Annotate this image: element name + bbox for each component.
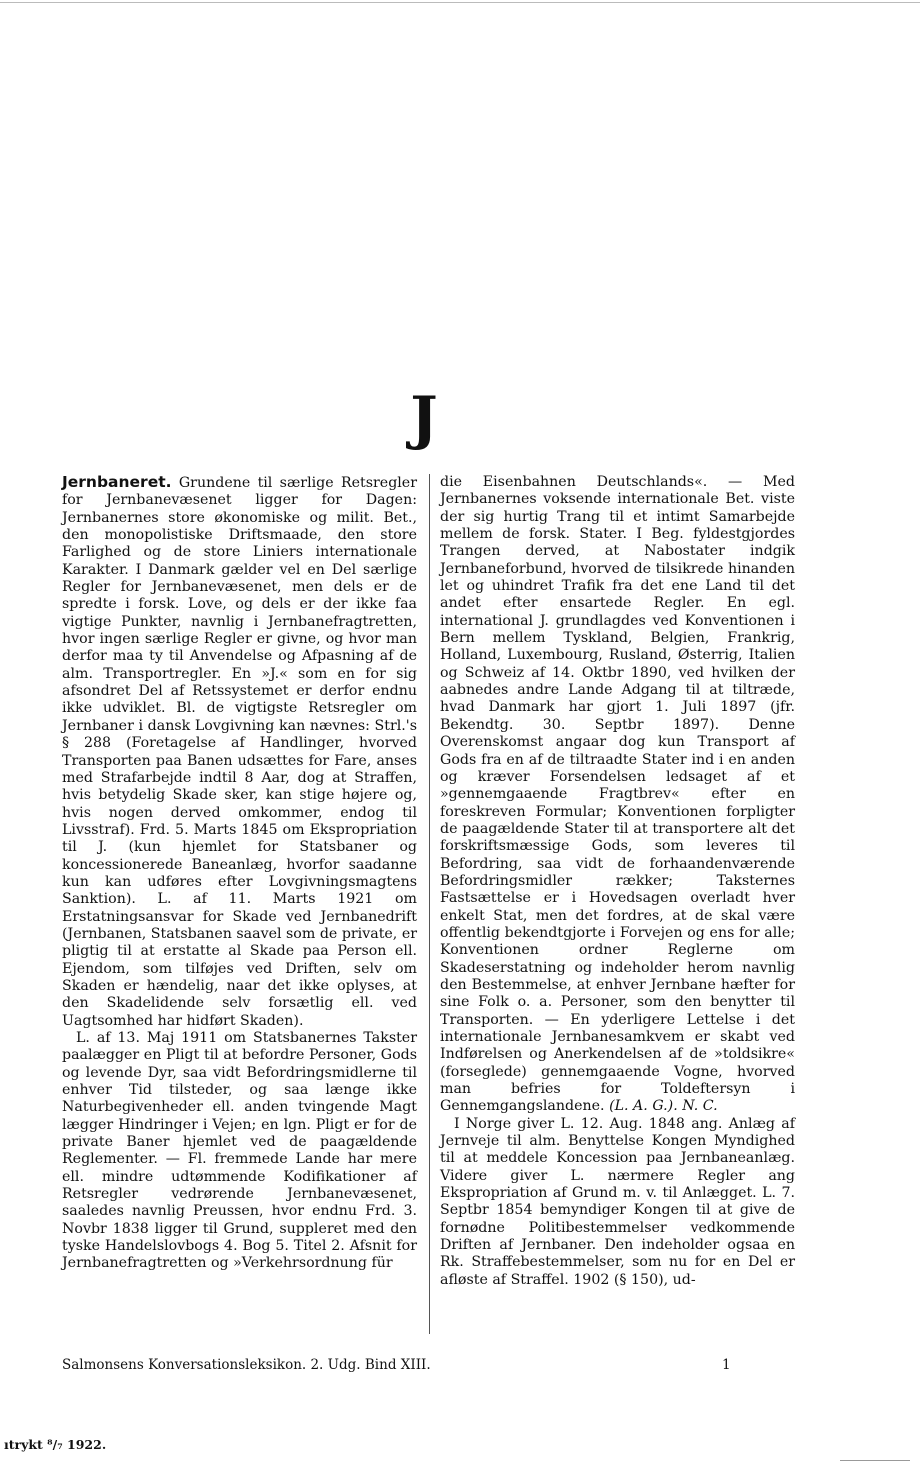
left-column <box>62 474 417 1273</box>
paragraph-text: L. af 13. Maj 1911 om Statsbanernes Takster paalægger en Pligt til at befordre Personer, Gods og levende Dyr, saa vidt Befordringsmidlerne til enhver Tid tilsteder, og saa længe ikke Naturbegivenheder ell. anden tvingende Magt lægger Hindringer i Vejen; en lgn. Pligt er for de private Baner hjemlet ved de paagældende Reglementer. — Fl. fremmede Lande har mere ell. mindre udtømmende Kodifikationer af Retsregler vedrørende Jernbanevæsenet, saaledes navnlig Preussen, hvor endnu Frd. 3. Novbr 1838 ligger til Grund, suppleret med den tyske Handelslovbogs 4. Bog 5. Titel 2. Afsnit for Jernbanefragtretten og »Verkehrsordnung für <box>62 1030 417 1272</box>
article-paragraph-2 <box>62 1030 417 1273</box>
article-paragraph-1 <box>62 474 417 1030</box>
print-date-note: ıtrykt ⁸/₇ 1922. <box>4 1437 107 1452</box>
paragraph-text: Grundene til særlige Retsregler for Jernbanevæsenet ligger for Dagen: Jernbanernes store økonomiske og milit. Bet., den monopolistiske Driftsmaade, den store Farlighed og de store Liniers internationale Karakter. I Danmark gælder vel en Del særlige Regler for Jernbanevæsenet, men dels er de spredte i forsk. Love, og dels er der ikke faa vigtige Punkter, navnlig i Jernbanefragtretten, hvor ingen særlige Regler er givne, og hvor man derfor maa ty til Anvendelse og Afpasning af de alm. Transportregler. En »J.« som en for sig afsondret Del af Retssystemet er derfor endnu ikke udviklet. Bl. de vigtigste Retsregler om Jernbaner i dansk Lovgivning kan nævnes: Strl.'s § 288 (Foretagelse af Handlinger, hvorved Transporten paa Banen udsættes for Fare, anses med Strafarbejde indtil 8 Aar, dog at Straffen, hvis betydelig Skade sker, kan stige højere og, hvis nogen derved omkommer, endog til Livsstraf). Frd. 5. Marts 1845 om Ekspropriation til J. (kun hjemlet for Statsbaner og koncessionerede Baneanlæg, hvorfor saadanne kun kan udføres efter Lovgivningsmagtens Sanktion). L. af 11. Marts 1921 om Erstatningsansvar for Skade ved Jernbanedrift (Jernbanen, Statsbanen saavel som de private, er pligtig til at erstatte al Skade paa Person ell. Ejendom, som tilføjes ved Driften, selv om Skaden er hændelig, naar det ikke oplyses, at den Skadelidende selv forsætlig ell. ved Uagtsomhed har hidført Skaden). <box>62 475 417 1029</box>
article-paragraph-3 <box>440 474 795 1116</box>
paragraph-text: I Norge giver L. 12. Aug. 1848 ang. Anlæg af Jernveje til alm. Benyttelse Kongen Myndighed til at meddele Koncession paa Jernbaneanlæg. Videre giver L. nærmere Regler ang Ekspropriation af Grund m. v. til Anlægget. L. 7. Septbr 1854 bemyndiger Kongen til at give de fornødne Politibestemmelser vedkommende Driften af Jernbaner. Den indeholder ogsaa en Rk. Straffebestemmelser, som nu for en Del er afløste af Straffel. 1902 (§ 150), ud- <box>440 1115 795 1288</box>
paragraph-text: die Eisenbahnen Deutschlands«. — Med Jernbanernes voksende internationale Bet. viste der sig hurtig Trang til et intimt Samarbejde mellem de forsk. Stater. I Beg. fyldestgjordes Trangen derved, at Nabostater indgik Jernbaneforbund, hvorved de tilsikrede hinanden let og uhindret Trafik fra det ene Land til det andet efter ensartede Regler. En egl. international J. grundlagdes ved Konventionen i Bern mellem Tyskland, Belgien, Frankrig, Holland, Luxembourg, Rusland, Østerrig, Italien og Schweiz af 14. Oktbr 1890, ved hvilken der aabnedes andre Lande Adgang til at tiltræde, hvad Danmark har gjort 1. Juli 1897 (jfr. Bekendtg. 30. Septbr 1897). Denne Overenskomst angaar dog kun Transport af Gods fra en af de tiltraadte Stater ind i en anden og kræver Forsendelsen ledsaget af et »gennemgaaende Fragtbrev« efter en foreskreven Formular; Konventionen forpligter de paagældende Stater til at transportere alt det forskriftsmæssige Gods, som leveres til Befordring, saa vidt de forhaandenværende Befordringsmidler rækker; Taksternes Fastsættelse er i Hovedsagen overladt hver enkelt Stat, men det fordres, at de skal være offentlig bekendtgjorte i Forvejen og ens for alle; Konventionen ordner Reglerne om Skadeserstatning og indeholder herom navnlig den Bestemmelse, at enhver Jernbane hæfter for sine Folk o. a. Personer, som den benytter til Transporten. — En yderligere Lettelse i det internationale Jernbanesamkvem er skabt ved Indførelsen og Anerkendelsen af de »toldsikre« (forseglede) gennemgaaende Vogne, hvorved man befries for Toldeftersyn i Gennemgangslandene. <box>440 474 795 1115</box>
publication-title: Salmonsens Konversationsleksikon. 2. Udg. Bind XIII. <box>62 1357 431 1373</box>
section-letter: J <box>410 384 438 452</box>
scan-artifact <box>840 1460 910 1461</box>
headword: Jernbaneret. <box>62 473 172 491</box>
page-number: 1 <box>722 1357 731 1373</box>
column-divider <box>429 474 430 1334</box>
top-border-line <box>0 2 920 3</box>
author-signature: (L. A. G.). N. C. <box>609 1098 718 1115</box>
article-paragraph-4 <box>440 1116 795 1289</box>
right-column <box>440 474 795 1289</box>
